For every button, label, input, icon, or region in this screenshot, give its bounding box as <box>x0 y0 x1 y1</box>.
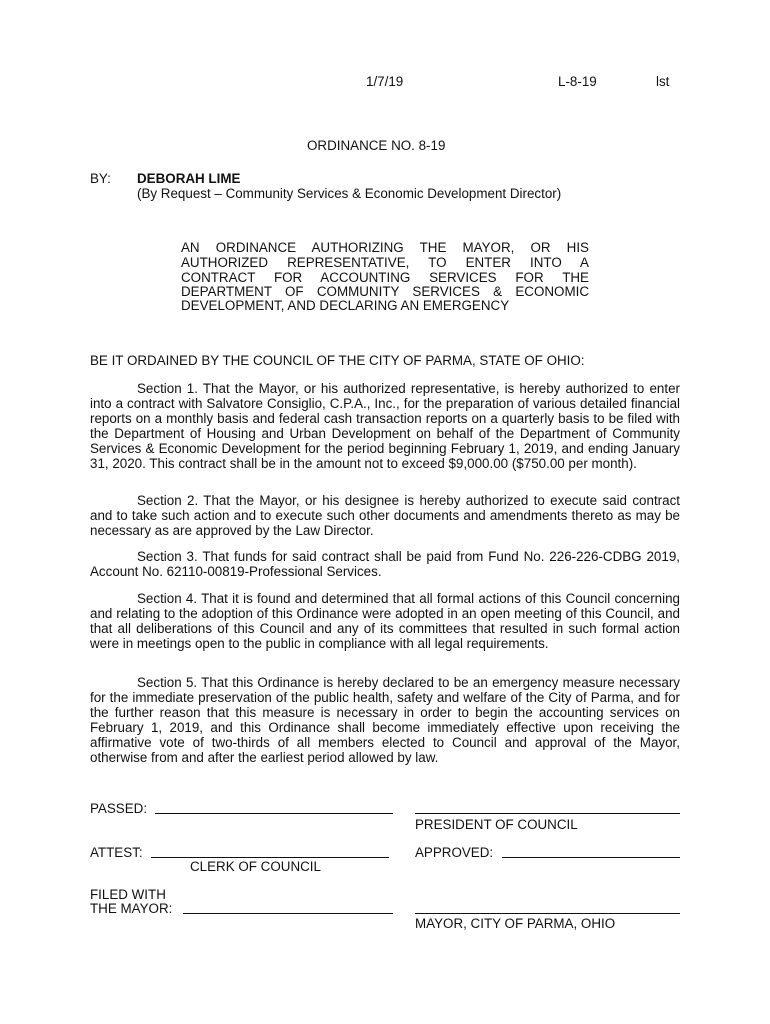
attest-signature-line <box>151 857 389 858</box>
document-date: 1/7/19 <box>366 74 404 89</box>
passed-signature-line <box>155 813 393 814</box>
sponsor-request: (By Request – Community Services & Economic Development Director) <box>137 186 562 201</box>
sponsor-name: DEBORAH LIME <box>137 171 241 186</box>
attest-label: ATTEST: <box>90 845 143 860</box>
approved-signature-line <box>502 857 680 858</box>
clerk-label: CLERK OF COUNCIL <box>190 859 321 874</box>
caption-line: AN ORDINANCE AUTHORIZING THE MAYOR, OR HIS <box>181 240 589 255</box>
president-label: PRESIDENT OF COUNCIL <box>415 817 578 832</box>
president-signature-line <box>415 813 680 814</box>
section-5: Section 5. That this Ordinance is hereby declared to be an emergency measure necessary for the immediate preservation of the public health, safety and welfare of the City of Parma, and for the further reason that this measure is necessary in order to begin the accounting services on February 1, 2019, and this Ordinance shall become immediately effective upon receiving the affirmative vote of two-thirds of all members elected to Council and approval of the Mayor, otherwise from and after the earliest period allowed by law. <box>90 675 680 765</box>
section-4: Section 4. That it is found and determined that all formal actions of this Council concerning and relating to the adoption of this Ordinance were adopted in an open meeting of this Council, and that all deliberations of this Council and any of its committees that resulted in such formal action were in meetings open to the public in compliance with all legal requirements. <box>90 591 680 651</box>
the-mayor-label: THE MAYOR: <box>90 901 173 916</box>
caption-line: DEVELOPMENT, AND DECLARING AN EMERGENCY <box>181 298 510 313</box>
approved-label: APPROVED: <box>415 845 494 860</box>
legislation-code: L-8-19 <box>558 74 597 89</box>
mayor-signature-line <box>415 913 680 914</box>
ordinance-title: ORDINANCE NO. 8-19 <box>307 138 446 153</box>
caption-line: CONTRACT FOR ACCOUNTING SERVICES FOR THE <box>181 270 589 285</box>
section-3: Section 3. That funds for said contract shall be paid from Fund No. 226-226-CDBG 2019, Account No. 62110-00819-Professional Services. <box>90 549 680 579</box>
caption-line: AUTHORIZED REPRESENTATIVE, TO ENTER INTO A <box>181 255 589 270</box>
enacting-clause: BE IT ORDAINED BY THE COUNCIL OF THE CITY OF PARMA, STATE OF OHIO: <box>90 353 585 368</box>
passed-label: PASSED: <box>90 801 148 816</box>
caption-line: DEPARTMENT OF COMMUNITY SERVICES & ECONOMIC <box>181 284 589 299</box>
mayor-label: MAYOR, CITY OF PARMA, OHIO <box>415 916 616 931</box>
section-1: Section 1. That the Mayor, or his authorized representative, is hereby authorized to enter into a contract with Salvatore Consiglio, C.P.A., Inc., for the preparation of various detailed financial reports on a monthly basis and federal cash transaction reports on a quarterly basis to be filed with the Department of Housing and Urban Development on behalf of the Department of Community Services & Economic Development for the period beginning February 1, 2019, and ending January 31, 2020. This contract shall be in the amount not to exceed $9,000.00 ($750.00 per month). <box>90 381 680 471</box>
reading-label: lst <box>656 74 670 89</box>
section-2: Section 2. That the Mayor, or his designee is hereby authorized to execute said contract and to take such action and to execute such other documents and amendments thereto as may be necessary as are approved by the Law Director. <box>90 493 680 538</box>
filed-signature-line <box>183 913 393 914</box>
filed-with-label: FILED WITH <box>90 887 166 902</box>
by-label: BY: <box>90 171 111 186</box>
